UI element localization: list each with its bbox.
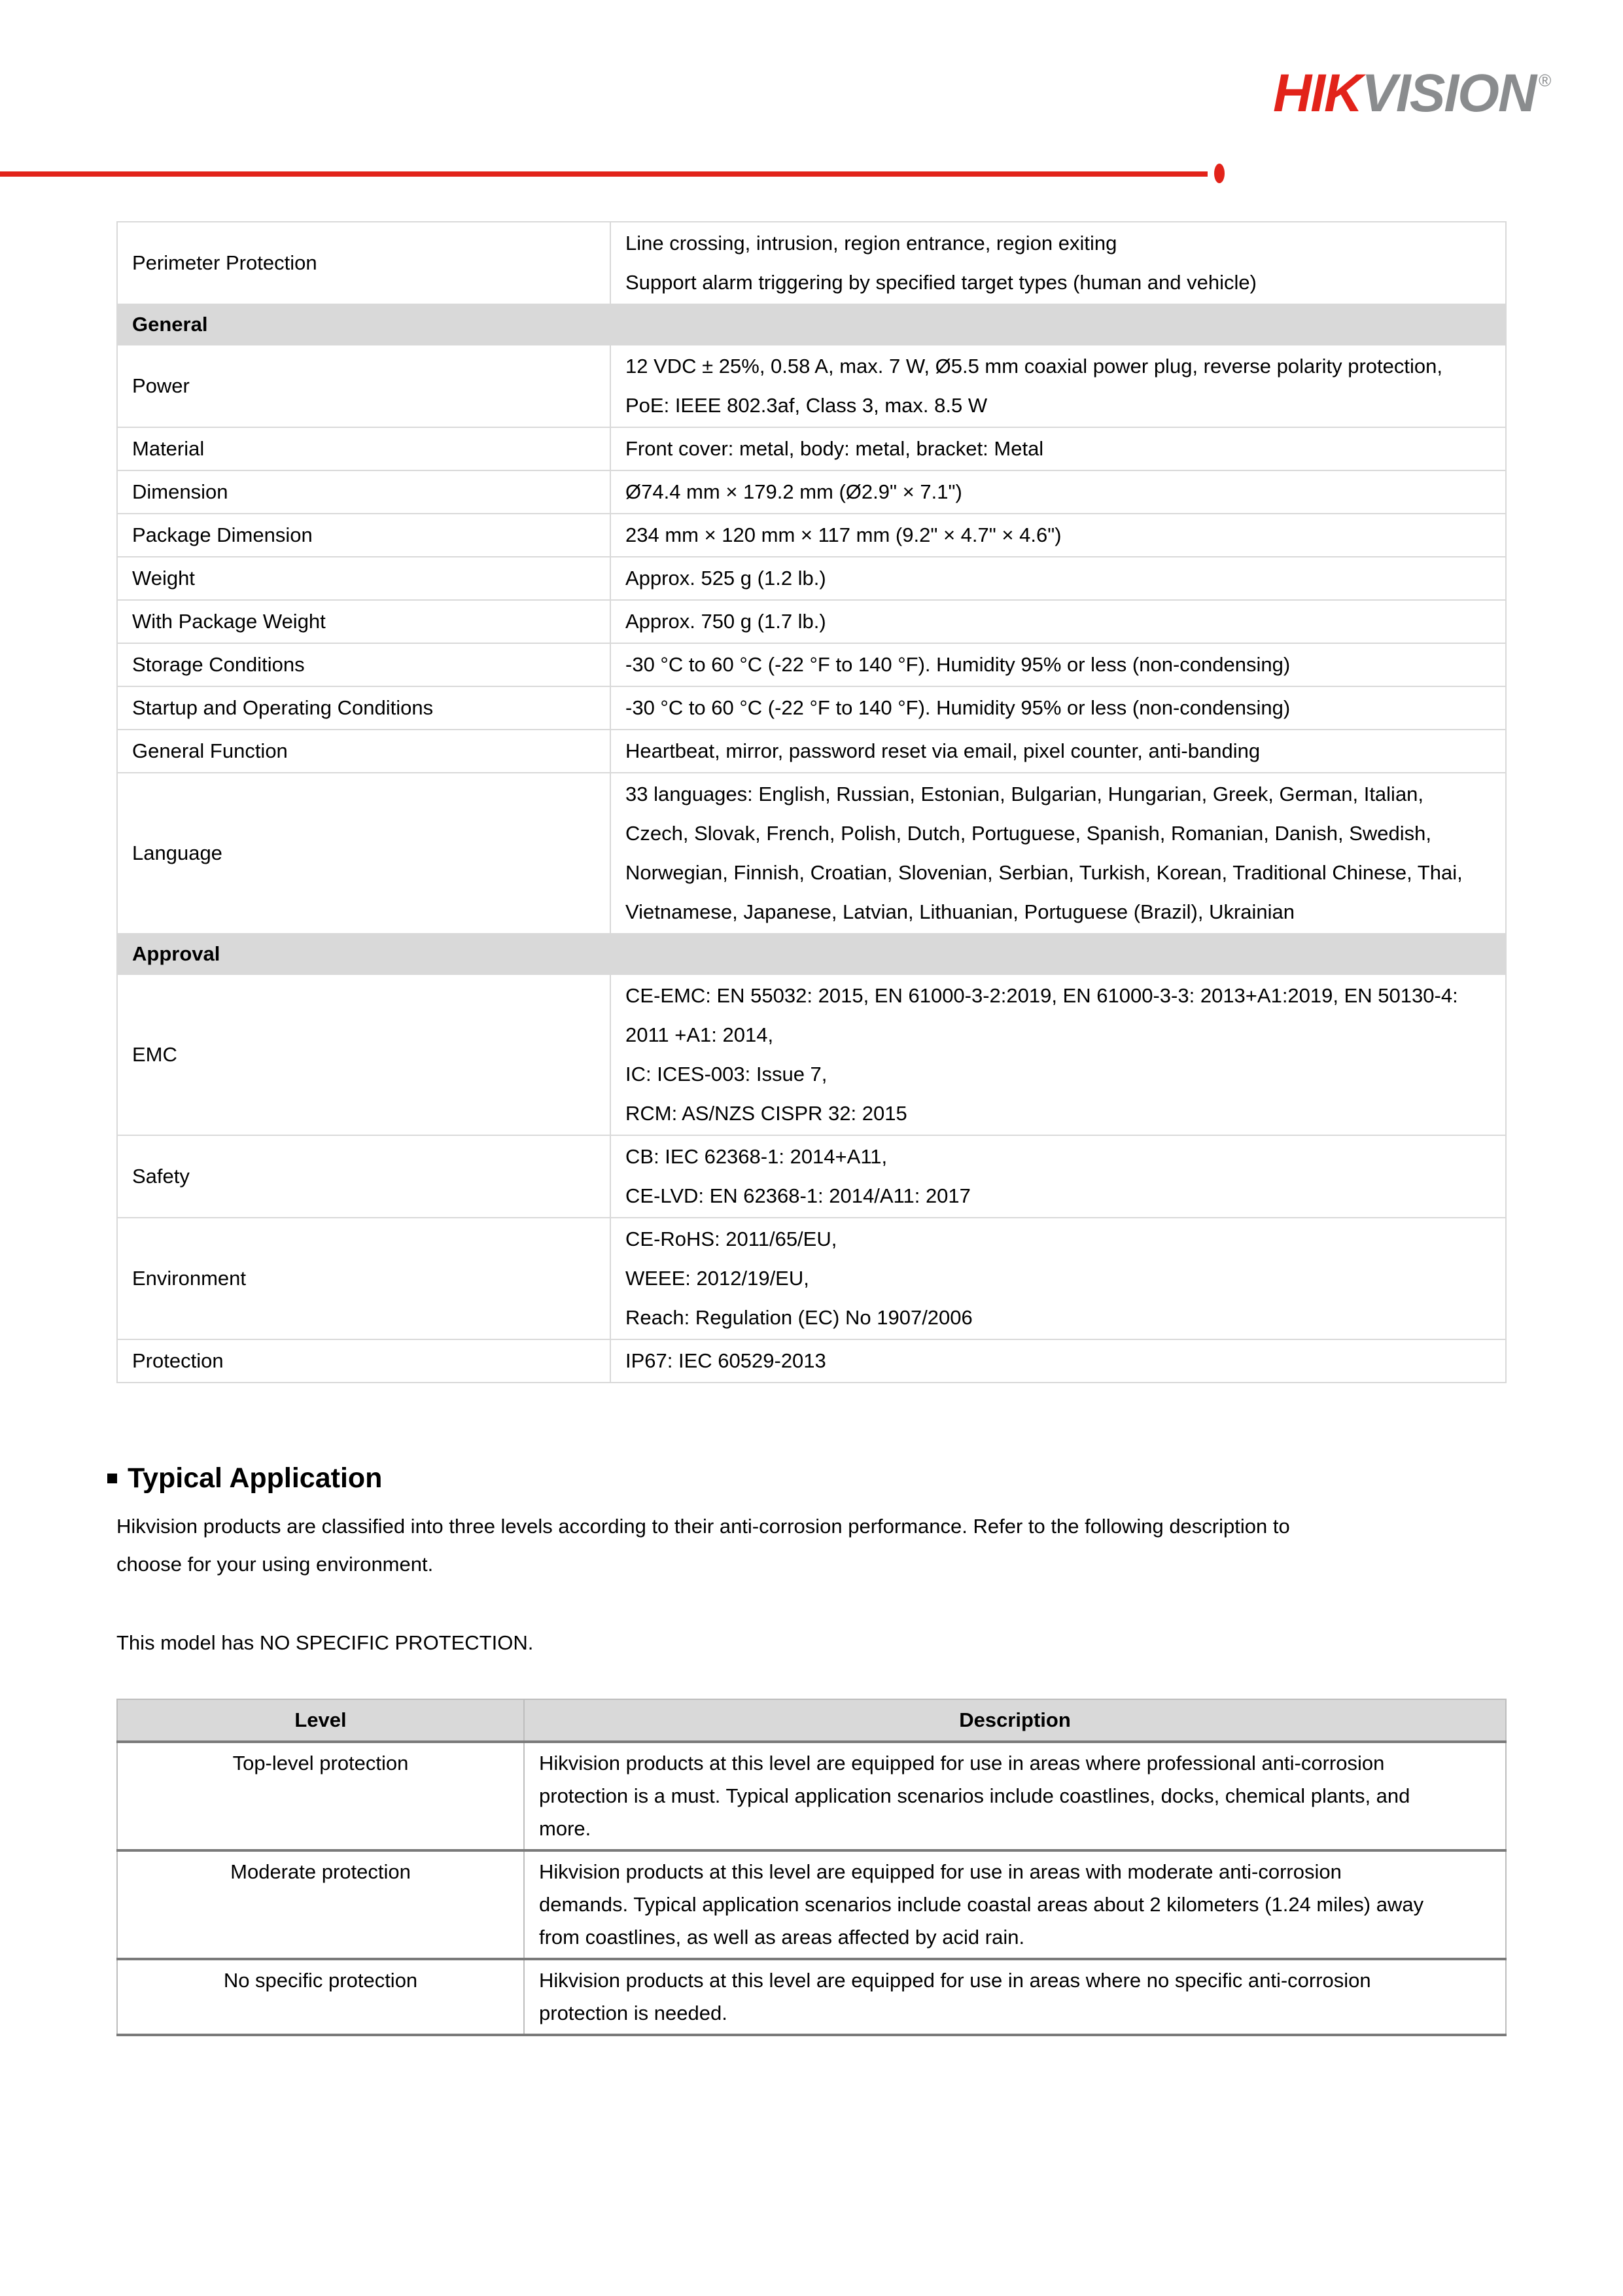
spec-value bbox=[610, 1339, 1506, 1383]
spec-row-startup-operating-conditions bbox=[117, 686, 1506, 730]
spec-value-line: IP67: IEC 60529-2013 bbox=[625, 1349, 826, 1372]
spec-row-package-dimension bbox=[117, 514, 1506, 557]
header-red-rule bbox=[0, 171, 1208, 177]
typical-application-heading bbox=[107, 1462, 1507, 1496]
square-bullet-icon bbox=[107, 1474, 117, 1483]
description-cell: Hikvision products at this level are equipped for use in areas with moderate anti-corrosion demands. Typical application scenarios include coastal areas about 2 kilometers (1.24 miles) away from coastlines, as well as areas affected by acid rain. bbox=[524, 1850, 1506, 1959]
spec-value bbox=[610, 600, 1506, 643]
protection-level-table bbox=[116, 1699, 1507, 2036]
header-red-dot-icon bbox=[1214, 164, 1225, 183]
logo-hik-text: HIK bbox=[1273, 63, 1362, 123]
spec-value-line: CE-RoHS: 2011/65/EU, bbox=[625, 1227, 837, 1250]
level-row-top-level bbox=[117, 1742, 1506, 1850]
spec-value-line: Approx. 750 g (1.7 lb.) bbox=[625, 610, 826, 633]
spec-label: Environment bbox=[117, 1218, 610, 1339]
spec-label: Dimension bbox=[117, 470, 610, 514]
hikvision-logo bbox=[1273, 63, 1552, 123]
spec-label: Safety bbox=[117, 1135, 610, 1218]
description-column-header: Description bbox=[524, 1699, 1506, 1742]
registered-mark-icon: ® bbox=[1539, 71, 1552, 90]
spec-value bbox=[610, 345, 1506, 427]
spec-value-line: RCM: AS/NZS CISPR 32: 2015 bbox=[625, 1102, 907, 1125]
spec-label: Power bbox=[117, 345, 610, 427]
description-cell: Hikvision products at this level are equipped for use in areas where no specific anti-corrosion protection is needed. bbox=[524, 1959, 1506, 2035]
spec-label: Storage Conditions bbox=[117, 643, 610, 686]
spec-label: Language bbox=[117, 773, 610, 934]
spec-row-weight bbox=[117, 557, 1506, 600]
level-cell: No specific protection bbox=[117, 1959, 524, 2035]
spec-value-line: Heartbeat, mirror, password reset via email, pixel counter, anti-banding bbox=[625, 739, 1261, 762]
section-header-label: General bbox=[117, 304, 1506, 345]
spec-value-line: Support alarm triggering by specified target types (human and vehicle) bbox=[625, 271, 1257, 294]
spec-value-line: Ø74.4 mm × 179.2 mm (Ø2.9" × 7.1") bbox=[625, 480, 962, 503]
spec-value-line: -30 °C to 60 °C (-22 °F to 140 °F). Humidity 95% or less (non-condensing) bbox=[625, 696, 1291, 719]
spec-row-language bbox=[117, 773, 1506, 934]
spec-value bbox=[610, 557, 1506, 600]
spec-row-environment bbox=[117, 1218, 1506, 1339]
spec-value-line: 33 languages: English, Russian, Estonian, Bulgarian, Hungarian, Greek, German, Italian, Czech, Slovak, French, Polish, Dutch, Portuguese, Spanish, Romanian, Danish, Swedish, Norwegian, Finnish, Croatian, Slovenian, Serbian, Turkish, Korean, Traditional Chinese, Thai, Vietnamese, Japanese, Latvian, Lithuanian, Portuguese (Brazil), Ukrainian bbox=[625, 783, 1463, 923]
description-cell: Hikvision products at this level are equipped for use in areas where professional anti-corrosion protection is a must. Typical application scenarios include coastlines, docks, chemical plants, and more. bbox=[524, 1742, 1506, 1850]
level-row-moderate bbox=[117, 1850, 1506, 1959]
spec-value-line: PoE: IEEE 802.3af, Class 3, max. 8.5 W bbox=[625, 394, 988, 417]
level-table-header-row bbox=[117, 1699, 1506, 1742]
spec-value bbox=[610, 222, 1506, 304]
spec-label: EMC bbox=[117, 974, 610, 1135]
spec-value-line: Approx. 525 g (1.2 lb.) bbox=[625, 567, 826, 590]
section-header-label: Approval bbox=[117, 934, 1506, 974]
spec-value-line: Front cover: metal, body: metal, bracket: Metal bbox=[625, 437, 1044, 460]
spec-label: Weight bbox=[117, 557, 610, 600]
spec-value-line: -30 °C to 60 °C (-22 °F to 140 °F). Humidity 95% or less (non-condensing) bbox=[625, 653, 1291, 676]
typical-application-title: Typical Application bbox=[128, 1462, 383, 1494]
spec-value bbox=[610, 643, 1506, 686]
spec-value bbox=[610, 730, 1506, 773]
spec-value-line: CB: IEC 62368-1: 2014+A11, bbox=[625, 1145, 888, 1168]
spec-value bbox=[610, 773, 1506, 934]
spec-row-protection bbox=[117, 1339, 1506, 1383]
spec-value-line: Line crossing, intrusion, region entrance, region exiting bbox=[625, 232, 1117, 255]
spec-value-line: IC: ICES-003: Issue 7, bbox=[625, 1063, 828, 1086]
spec-label: With Package Weight bbox=[117, 600, 610, 643]
spec-value-line: CE-EMC: EN 55032: 2015, EN 61000-3-2:2019, EN 61000-3-3: 2013+A1:2019, EN 50130-4: 2011 +A1: 2014, bbox=[625, 984, 1458, 1046]
spec-row-emc bbox=[117, 974, 1506, 1135]
level-cell: Moderate protection bbox=[117, 1850, 524, 1959]
spec-value bbox=[610, 427, 1506, 470]
spec-label: General Function bbox=[117, 730, 610, 773]
spec-label: Material bbox=[117, 427, 610, 470]
spec-value-line: WEEE: 2012/19/EU, bbox=[625, 1267, 809, 1290]
spec-row-with-package-weight bbox=[117, 600, 1506, 643]
spec-row-general-function bbox=[117, 730, 1506, 773]
spec-row-power bbox=[117, 345, 1506, 427]
spec-row-dimension bbox=[117, 470, 1506, 514]
spec-row-safety bbox=[117, 1135, 1506, 1218]
spec-section-approval bbox=[117, 934, 1506, 974]
spec-label: Package Dimension bbox=[117, 514, 610, 557]
spec-value bbox=[610, 686, 1506, 730]
spec-row-material bbox=[117, 427, 1506, 470]
spec-value bbox=[610, 1135, 1506, 1218]
spec-label: Startup and Operating Conditions bbox=[117, 686, 610, 730]
content-column bbox=[116, 221, 1507, 2036]
spec-value-line: 234 mm × 120 mm × 117 mm (9.2" × 4.7" × 4.6") bbox=[625, 523, 1062, 546]
spec-label: Perimeter Protection bbox=[117, 222, 610, 304]
spec-row-perimeter-protection bbox=[117, 222, 1506, 304]
level-row-no-specific bbox=[117, 1959, 1506, 2035]
spec-value bbox=[610, 514, 1506, 557]
protection-note: This model has NO SPECIFIC PROTECTION. bbox=[116, 1631, 534, 1654]
spec-value bbox=[610, 470, 1506, 514]
level-cell: Top-level protection bbox=[117, 1742, 524, 1850]
typical-application-intro: Hikvision products are classified into three levels according to their anti-corrosion performance. Refer to the following description to choose for your using environment. bbox=[116, 1514, 1290, 1576]
spec-row-storage-conditions bbox=[117, 643, 1506, 686]
spec-value-line: Reach: Regulation (EC) No 1907/2006 bbox=[625, 1306, 973, 1329]
specification-table bbox=[116, 221, 1507, 1383]
spec-label: Protection bbox=[117, 1339, 610, 1383]
spec-value-line: 12 VDC ± 25%, 0.58 A, max. 7 W, Ø5.5 mm coaxial power plug, reverse polarity protection, bbox=[625, 355, 1442, 378]
level-column-header: Level bbox=[117, 1699, 524, 1742]
spec-section-general bbox=[117, 304, 1506, 345]
logo-vision-text: VISION bbox=[1361, 63, 1536, 123]
spec-value-line: CE-LVD: EN 62368-1: 2014/A11: 2017 bbox=[625, 1184, 971, 1207]
spec-value bbox=[610, 1218, 1506, 1339]
spec-value bbox=[610, 974, 1506, 1135]
